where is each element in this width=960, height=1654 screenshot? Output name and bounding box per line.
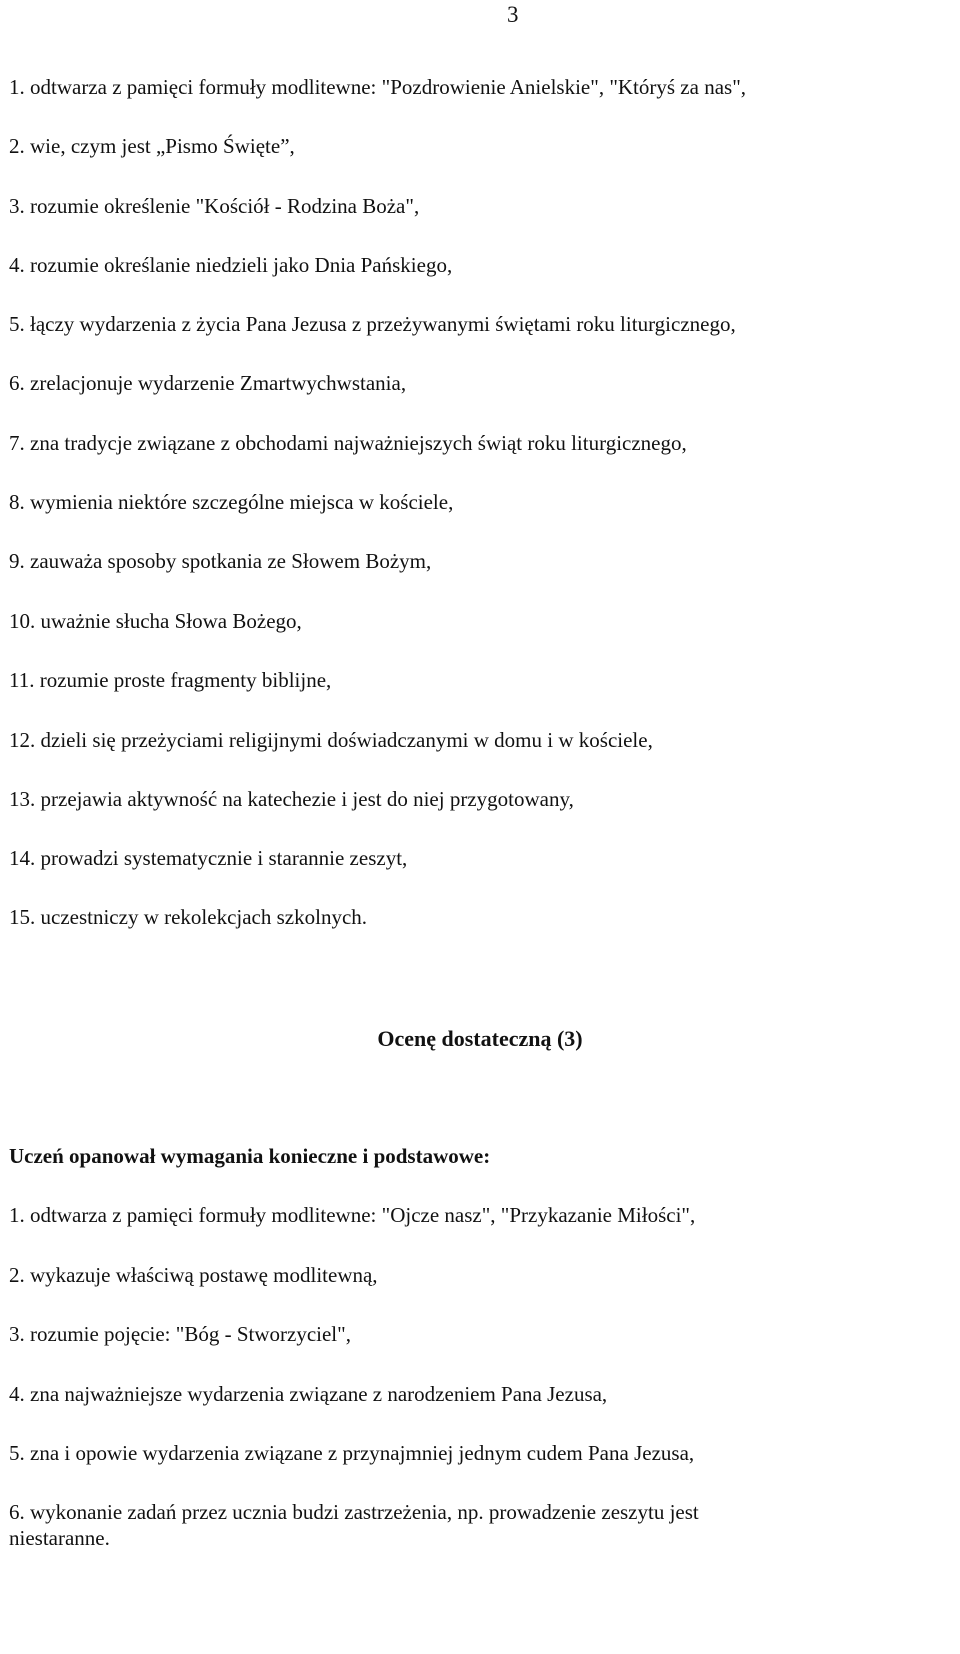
list-item: 6. wykonanie zadań przez ucznia budzi zastrzeżenia, np. prowadzenie zeszytu jest: [9, 1500, 699, 1524]
page-number: 3: [507, 2, 519, 27]
list-item: 7. zna tradycje związane z obchodami najważniejszych świąt roku liturgicznego,: [9, 431, 687, 455]
list-item: 2. wie, czym jest „Pismo Święte”,: [9, 134, 295, 158]
list-item: 3. rozumie określenie "Kościół - Rodzina Boża",: [9, 194, 420, 218]
list-item: 13. przejawia aktywność na katechezie i jest do niej przygotowany,: [9, 787, 574, 811]
list-item: 5. zna i opowie wydarzenia związane z przynajmniej jednym cudem Pana Jezusa,: [9, 1441, 695, 1465]
list-item: 5. łączy wydarzenia z życia Pana Jezusa z przeżywanymi świętami roku liturgicznego,: [9, 312, 736, 336]
grade-heading: Ocenę dostateczną (3): [377, 1026, 583, 1051]
list-item: 12. dzieli się przeżyciami religijnymi doświadczanymi w domu i w kościele,: [9, 728, 653, 752]
list-item: 4. rozumie określanie niedzieli jako Dnia Pańskiego,: [9, 253, 453, 277]
list-item: 14. prowadzi systematycznie i starannie zeszyt,: [9, 846, 408, 870]
requirements-heading: Uczeń opanował wymagania konieczne i podstawowe:: [9, 1144, 491, 1168]
list-item: 4. zna najważniejsze wydarzenia związane z narodzeniem Pana Jezusa,: [9, 1382, 608, 1406]
list-item: 3. rozumie pojęcie: "Bóg - Stworzyciel",: [9, 1322, 351, 1346]
list-item: 1. odtwarza z pamięci formuły modlitewne: "Pozdrowienie Anielskie", "Któryś za nas",: [9, 75, 747, 99]
list-item: 1. odtwarza z pamięci formuły modlitewne: "Ojcze nasz", "Przykazanie Miłości",: [9, 1203, 696, 1227]
list-item: 2. wykazuje właściwą postawę modlitewną,: [9, 1263, 378, 1287]
list-item: 11. rozumie proste fragmenty biblijne,: [9, 668, 332, 692]
list-item: 9. zauważa sposoby spotkania ze Słowem Bożym,: [9, 549, 432, 573]
list-item: 10. uważnie słucha Słowa Bożego,: [9, 609, 302, 633]
list-item: 15. uczestniczy w rekolekcjach szkolnych.: [9, 905, 368, 929]
list-item-continuation: niestaranne.: [9, 1526, 110, 1550]
list-item: 6. zrelacjonuje wydarzenie Zmartwychwstania,: [9, 371, 407, 395]
list-item: 8. wymienia niektóre szczególne miejsca w kościele,: [9, 490, 454, 514]
